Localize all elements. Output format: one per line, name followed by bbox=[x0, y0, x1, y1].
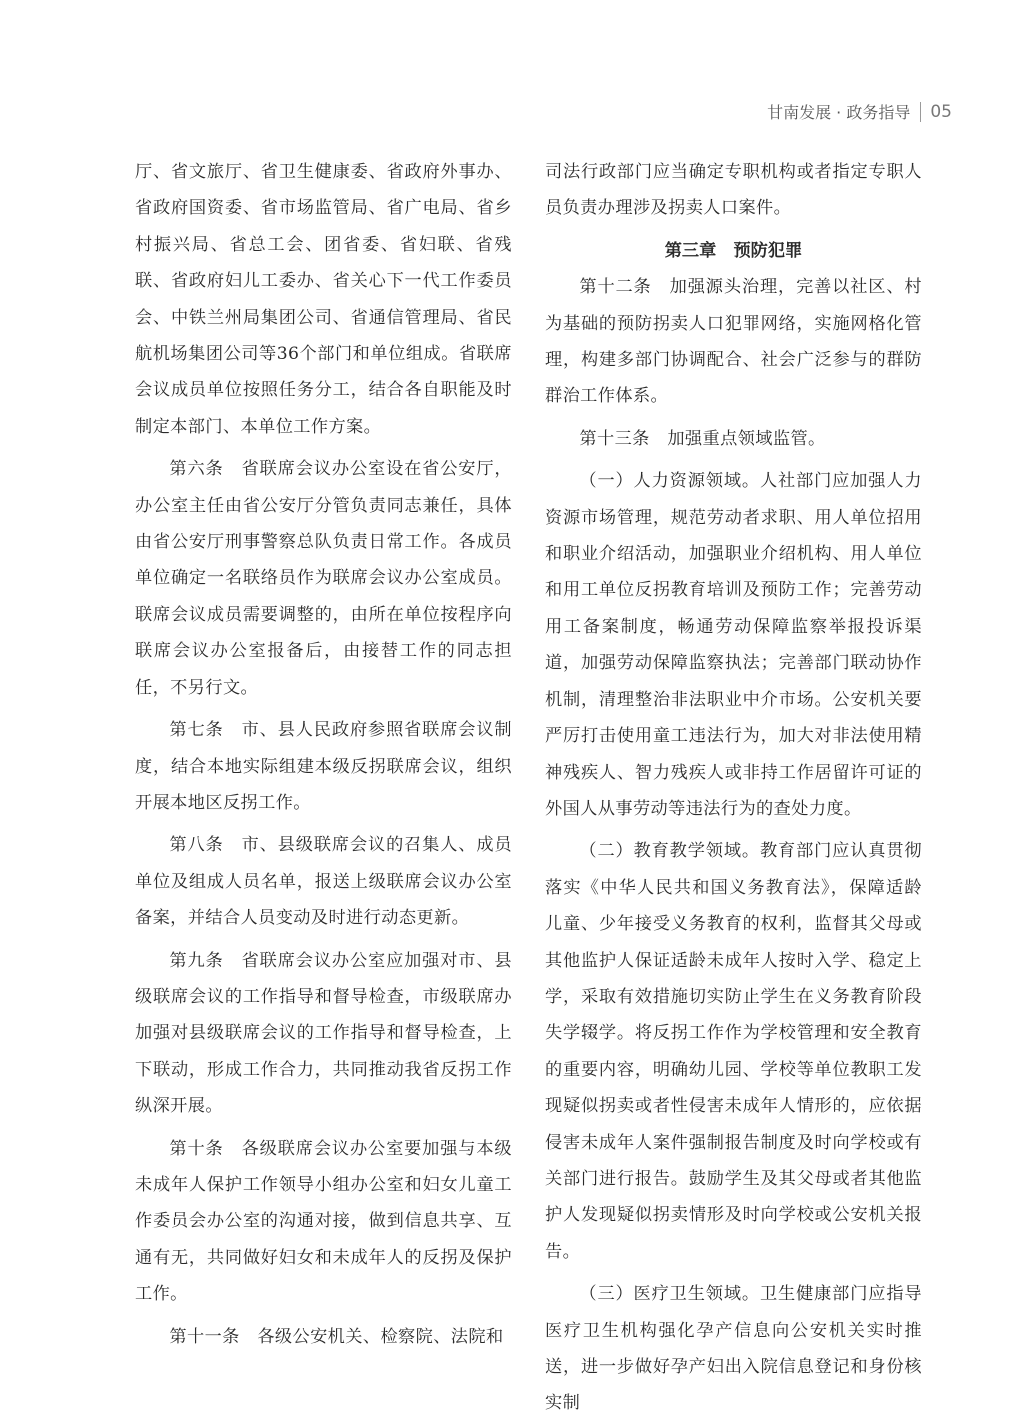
publication-title: 甘南发展 · 政务指导 bbox=[767, 103, 911, 122]
article-11-continued: 司法行政部门应当确定专职机构或者指定专职人员负责办理涉及拐卖人口案件。 bbox=[545, 162, 922, 219]
article-8: 第八条 市、县级联席会议的召集人、成员单位及组成人员名单，报送上级联席会议办公室备案，并结合人员变动及时进行动态更新。 bbox=[135, 835, 512, 929]
article-9: 第九条 省联席会议办公室应加强对市、县级联席会议的工作指导和督导检查，市级联席办加强对县级联席会议的工作指导和督导检查，上下联动，形成工作合力，共同推动我省反拐工作纵深开展。 bbox=[135, 950, 512, 1117]
chapter-title: 第三章 预防犯罪 bbox=[664, 240, 803, 261]
item-human-resources: （一）人力资源领域。人社部门应加强人力资源市场管理，规范劳动者求职、用人单位招用和职业介绍活动，加强职业介绍机构、用人单位和用工单位反拐教育培训及预防工作；完善劳动用工备案制度，畅通劳动保障监察举报投诉渠道，加强劳动保障监察执法；完善部门联动协作机制，清理整治非法职业中介市场。公安机关要严厉打击使用童工违法行为，加大对非法使用精神残疾人、智力残疾人或非持工作居留许可证的外国人从事劳动等违法行为的查处力度。 bbox=[545, 471, 922, 819]
item-medical-health: （三）医疗卫生领域。卫生健康部门应指导医疗卫生机构强化孕产信息向公安机关实时推送，进一步做好孕产妇出入院信息登记和身份核实制 bbox=[545, 1284, 922, 1414]
article-12: 第十二条 加强源头治理，完善以社区、村为基础的预防拐卖人口犯罪网络，实施网格化管理，构建多部门协调配合、社会广泛参与的群防群治工作体系。 bbox=[545, 277, 922, 407]
article-10: 第十条 各级联席会议办公室要加强与本级未成年人保护工作领导小组办公室和妇女儿童工作委员会办公室的沟通对接，做到信息共享、互通有无，共同做好妇女和未成年人的反拐及保护工作。 bbox=[135, 1138, 512, 1305]
article-6: 第六条 省联席会议办公室设在省公安厅，办公室主任由省公安厅分管负责同志兼任，具体由省公安厅刑事警察总队负责日常工作。各成员单位确定一名联络员作为联席会议办公室成员。联席会议成员需要调整的，由所在单位按程序向联席会议办公室报备后，由接替工作的同志担任，不另行文。 bbox=[135, 459, 512, 698]
paragraph-continued: 厅、省文旅厅、省卫生健康委、省政府外事办、省政府国资委、省市场监管局、省广电局、省乡村振兴局、省总工会、团省委、省妇联、省残联、省政府妇儿工委办、省关心下一代工作委员会、中铁兰州局集团公司、省通信管理局、省民航机场集团公司等36个部门和单位组成。省联席会议成员单位按照任务分工，结合各自职能及时制定本部门、本单位工作方案。 bbox=[135, 162, 512, 437]
item-education: （二）教育教学领域。教育部门应认真贯彻落实《中华人民共和国义务教育法》，保障适龄儿童、少年接受义务教育的权利，监督其父母或其他监护人保证适龄未成年人按时入学、稳定上学，采取有效措施切实防止学生在义务教育阶段失学辍学。将反拐工作作为学校管理和安全教育的重要内容，明确幼儿园、学校等单位教职工发现疑似拐卖或者性侵害未成年人情形的，应依据侵害未成年人案件强制报告制度及时向学校或有关部门进行报告。鼓励学生及其父母或者其他监护人发现疑似拐卖情形及时向学校或公安机关报告。 bbox=[545, 841, 922, 1262]
right-column bbox=[545, 154, 922, 1422]
article-7: 第七条 市、县人民政府参照省联席会议制度，结合本地实际组建本级反拐联席会议，组织开展本地区反拐工作。 bbox=[135, 720, 512, 813]
page-number: 05 bbox=[930, 101, 952, 122]
left-column bbox=[135, 154, 512, 1355]
article-13: 第十三条 加强重点领域监管。 bbox=[579, 428, 826, 449]
article-11: 第十一条 各级公安机关、检察院、法院和 bbox=[169, 1326, 504, 1347]
running-header bbox=[767, 100, 952, 123]
header-divider bbox=[920, 102, 921, 122]
